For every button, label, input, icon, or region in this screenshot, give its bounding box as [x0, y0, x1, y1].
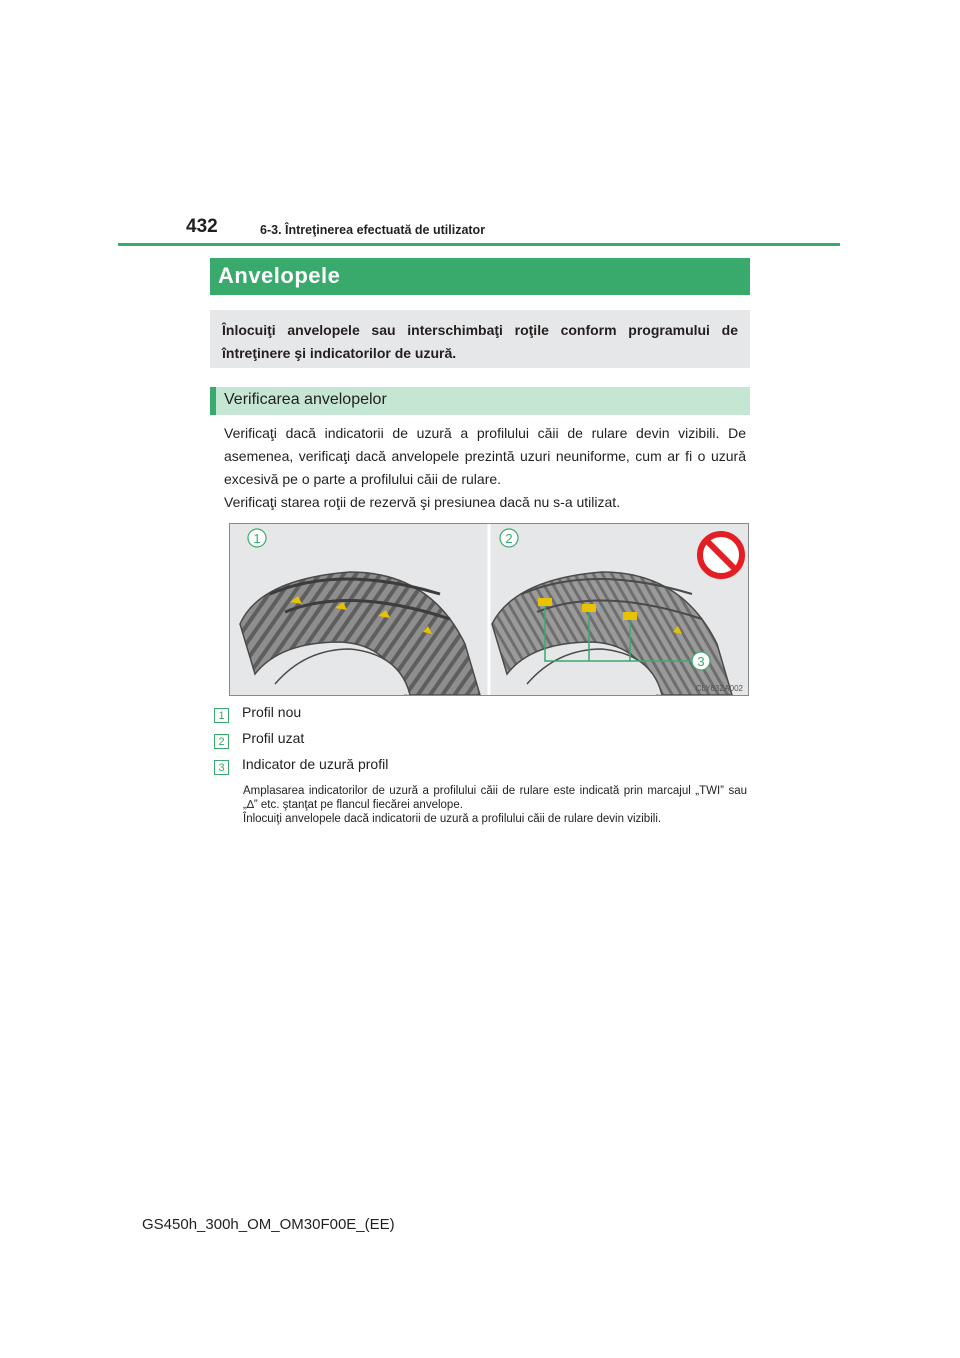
legend-item-3 — [214, 756, 389, 775]
no-entry-icon — [700, 534, 742, 576]
legend-item-2 — [214, 730, 305, 749]
intro-text: Înlocuiţi anvelopele sau interschimbaţi roţile conform programului de întreţinere şi indicatorilor de uzură. — [222, 322, 738, 361]
note-text — [243, 784, 747, 826]
legend-number: 2 — [214, 734, 229, 749]
svg-text:2: 2 — [505, 531, 513, 546]
footer-code: GS450h_300h_OM_OM30F00E_(EE) — [142, 1216, 395, 1233]
page-number: 432 — [186, 216, 218, 237]
note-paragraph: Înlocuiţi anvelopele dacă indicatorii de uzură a profilului căii de rulare devin vizibili. — [243, 813, 662, 825]
legend-item-1 — [214, 704, 302, 723]
svg-text:3: 3 — [697, 654, 705, 669]
svg-text:1: 1 — [253, 531, 261, 546]
legend-number: 1 — [214, 708, 229, 723]
tire-figure — [229, 523, 749, 696]
new-tire-drawing — [240, 572, 480, 695]
subsection-bar — [210, 387, 750, 415]
intro-box — [210, 310, 750, 368]
body-paragraph: Verificaţi dacă indicatorii de uzură a profilului căii de rulare devin vizibili. De asemenea, verificaţi dacă anvelopele prezintă uzuri neuniforme, cum ar fi o uzură excesivă pe o parte a profilului căii de rulare. — [224, 425, 746, 487]
title-bar — [210, 258, 750, 295]
page-title: Anvelopele — [218, 263, 341, 288]
callout-3 — [692, 652, 710, 670]
worn-tire-drawing — [492, 572, 732, 695]
body-paragraph: Verificaţi starea roţii de rezervă şi presiunea dacă nu s-a utilizat. — [224, 494, 621, 510]
legend-label: Profil uzat — [242, 730, 305, 746]
legend-label: Indicator de uzură profil — [242, 756, 389, 772]
section-header: 6-3. Întreţinerea efectuată de utilizator — [260, 223, 486, 237]
legend-number: 3 — [214, 760, 229, 775]
body-text — [224, 422, 746, 514]
subsection-accent — [210, 387, 216, 415]
legend-label: Profil nou — [242, 704, 302, 720]
callout-1 — [248, 529, 266, 547]
subsection-title: Verificarea anvelopelor — [224, 391, 387, 408]
note-paragraph: Amplasarea indicatorilor de uzură a profilului căii de rulare este indicată prin marcajul „TWI” sau „∆” etc. ştanţat pe flancul fiecărei anvelope. — [243, 785, 747, 811]
figure-code: CLY63ZA002 — [695, 684, 743, 693]
callout-2 — [500, 529, 518, 547]
tire-illustration — [230, 524, 748, 695]
header-divider — [118, 243, 840, 246]
